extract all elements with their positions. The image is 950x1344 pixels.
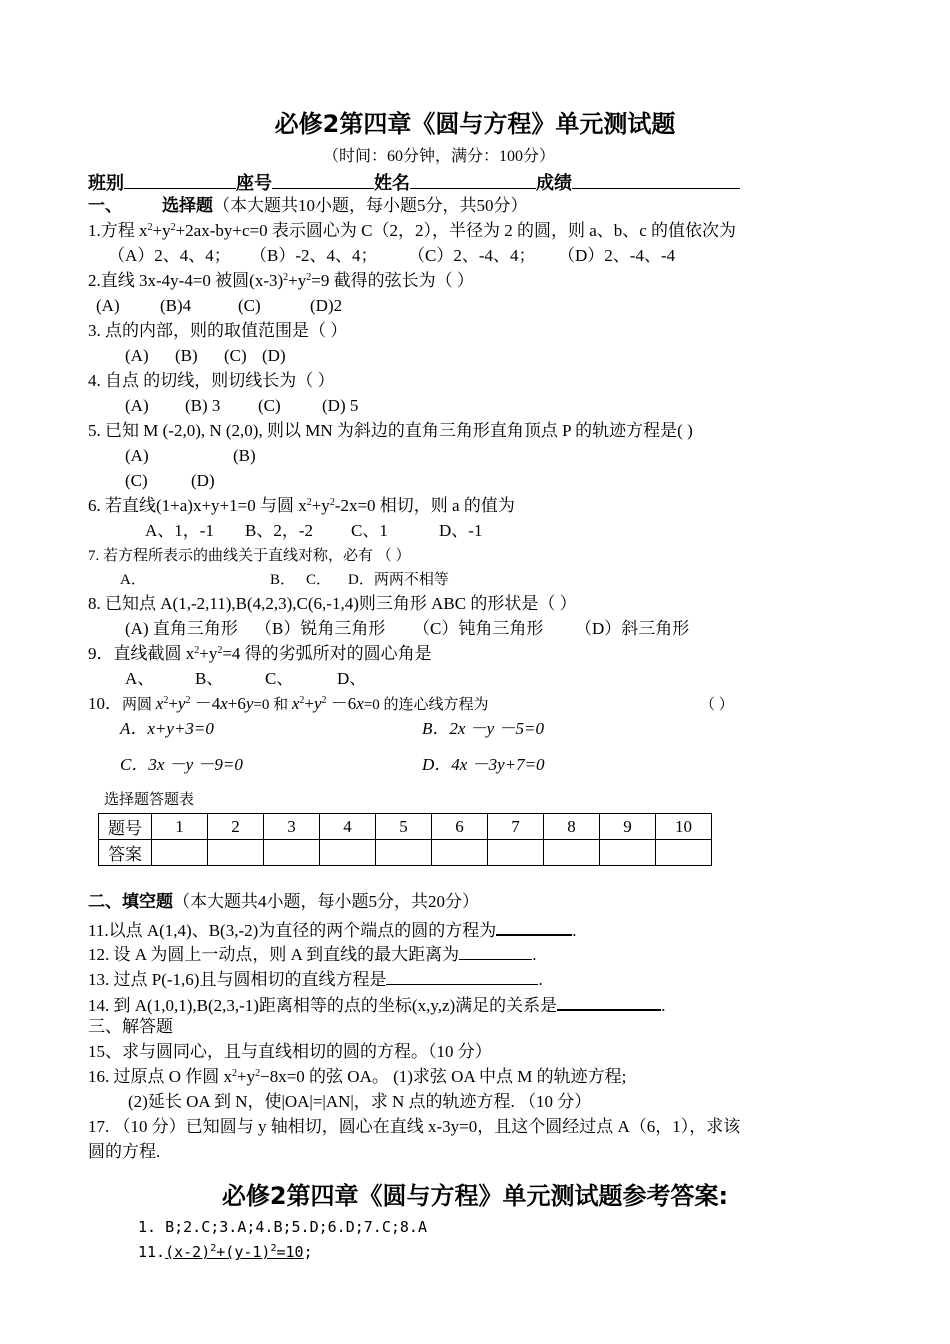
class-label: 班别 [88, 173, 124, 194]
table-header-cell: 3 [264, 814, 320, 840]
answer-cell[interactable] [544, 840, 600, 866]
question-2 [88, 270, 474, 292]
q2-sup-b: 2 [306, 272, 312, 283]
q1-sup-b: 2 [170, 222, 176, 233]
q7-option-d[interactable]: D．两两不相等 [348, 572, 449, 588]
table-header-label: 题号 [99, 814, 152, 840]
question-4: 4. 自点 的切线，则切线长为（ ） [88, 371, 335, 390]
page-title: 必修2第四章《圆与方程》单元测试题 [274, 110, 676, 138]
question-17-line1: 17. （10 分）已知圆与 y 轴相切，圆心在直线 x-3y=0，且这个圆经过点 A（6，1），求该 [88, 1117, 741, 1136]
answer-key-1-8: 1. B;2.C;3.A;4.B;5.D;6.D;7.C;8.A [138, 1218, 427, 1236]
q13-end: . [538, 970, 543, 989]
q6-text-a: 6. 若直线(1+a)x+y+1=0 与圆 x [88, 496, 307, 515]
q9-option-b[interactable]: B、 [195, 669, 224, 688]
answer-cell[interactable] [600, 840, 656, 866]
ans11-end: ; [303, 1243, 313, 1261]
q16-text-c: −8x=0 的弦 OA。 (1)求弦 OA 中点 M 的轨迹方程; [260, 1067, 627, 1086]
q4-option-c[interactable]: (C) [258, 396, 281, 415]
question-16-part1 [88, 1066, 626, 1088]
q11-blank[interactable] [496, 916, 572, 936]
q1-text-a: 1.方程 x [88, 221, 148, 240]
table-header-cell: 2 [208, 814, 264, 840]
section1-desc: （本大题共10小题，每小题5分，共50分） [213, 196, 528, 215]
answer-cell[interactable] [656, 840, 712, 866]
question-10 [88, 693, 489, 716]
q10-option-a[interactable]: A．x+y+3=0 [120, 719, 214, 738]
q9-text-a: 9．直线截圆 x [88, 644, 195, 663]
q12-end: . [532, 945, 537, 964]
q10-sup-d: 2 [321, 695, 327, 706]
q10-sup-b: 2 [185, 695, 191, 706]
q5-option-c[interactable]: (C) [125, 471, 148, 490]
q1-text-b: +y [152, 221, 171, 240]
q16-text-b: +y [237, 1067, 256, 1086]
question-17-line2: 圆的方程. [88, 1142, 161, 1161]
q7-options [120, 569, 449, 591]
ans11-part-b: +(y-1) [216, 1243, 271, 1261]
answer-cell[interactable] [320, 840, 376, 866]
ans11-part-a: (x-2) [165, 1243, 211, 1261]
section1-heading [88, 195, 528, 217]
q10-sup-c: 2 [299, 695, 305, 706]
question-8: 8. 已知点 A(1,-2,11),B(4,2,3),C(6,-1,4)则三角形 ABC 的形状是（ ） [88, 594, 577, 613]
q4-option-a[interactable]: (A) [125, 396, 149, 415]
table-header-cell: 9 [600, 814, 656, 840]
question-3: 3. 点的内部，则的取值范围是（ ） [88, 321, 348, 340]
q9-options [125, 668, 366, 690]
question-15: 15、求与圆同心，且与直线相切的圆的方程。（10 分） [88, 1042, 492, 1061]
question-5: 5. 已知 M (-2,0), N (2,0), 则以 MN 为斜边的直角三角形直角顶点 P 的轨迹方程是( ) [88, 421, 693, 440]
q2-sup-a: 2 [283, 272, 289, 283]
table-header-cell: 10 [656, 814, 712, 840]
q5-option-a[interactable]: (A) [125, 446, 149, 465]
section2-desc: （本大题共4小题，每小题5分，共20分） [173, 892, 479, 911]
q2-options [96, 295, 342, 317]
q16-text-a: 16. 过原点 O 作圆 x [88, 1067, 233, 1086]
q13-blank[interactable] [386, 966, 538, 985]
q10-number: 10． [88, 694, 122, 713]
name-label: 姓名 [374, 173, 410, 194]
q1-option-c[interactable]: （C）2、-4、4； [408, 246, 536, 265]
answer-table-caption: 选择题答题表 [104, 792, 195, 808]
student-info-row [88, 170, 740, 195]
q6-text-c: -2x=0 相切，则 a 的值为 [334, 496, 515, 515]
ans11-sup-a: 2 [210, 1243, 217, 1254]
q10-var-x2: x [220, 694, 228, 713]
section3-heading: 三、解答题 [88, 1017, 173, 1036]
subtitle: （时间：60分钟，满分：100分） [323, 148, 556, 165]
q9-text-c: =4 得的劣弧所对的圆心角是 [222, 644, 432, 663]
q6-options [145, 520, 482, 542]
question-7: 7. 若方程所表示的曲线关于直线对称，必有 （ ） [88, 548, 411, 564]
q2-text-a: 2.直线 3x-4y-4=0 被圆(x-3) [88, 271, 284, 290]
q10-option-d[interactable]: D．4x －3y+7=0 [422, 755, 545, 774]
q10-plus-1: + [168, 694, 178, 713]
q6-option-c[interactable]: C、1 [351, 521, 388, 540]
answer-cell[interactable] [264, 840, 320, 866]
seat-label: 座号 [236, 173, 272, 194]
q13-text: 13. 过点 P(-1,6)且与圆相切的直线方程是 [88, 970, 387, 989]
class-blank[interactable] [124, 170, 236, 189]
question-6 [88, 495, 515, 517]
q10-var-y1: y [177, 694, 186, 713]
q8-option-b[interactable]: （B）锐角三角形 [255, 619, 386, 638]
q9-option-a[interactable]: A、 [125, 669, 155, 688]
q11-end: . [572, 921, 577, 940]
q5-option-d[interactable]: (D) [191, 471, 215, 490]
q9-sup-a: 2 [194, 645, 200, 656]
q1-sup-a: 2 [147, 222, 153, 233]
answer-cell[interactable] [432, 840, 488, 866]
q10-plus-2: +6 [227, 694, 246, 713]
q1-text-c: +2ax-by+c=0 表示圆心为 C（2，2），半径为 2 的圆，则 a、b、c 的值依次为 [175, 221, 737, 240]
answer-cell[interactable] [152, 840, 208, 866]
q3-option-b[interactable]: (B) [175, 346, 198, 365]
section1-name: 选择题 [162, 196, 213, 215]
q14-blank[interactable] [557, 991, 661, 1011]
q8-options [125, 618, 689, 640]
q3-options [125, 345, 286, 367]
q2-option-b[interactable]: (B)4 [160, 296, 192, 315]
q10-option-c[interactable]: C．3x －y －9=0 [120, 755, 243, 774]
q3-option-d[interactable]: (D) [262, 346, 286, 365]
question-13 [88, 966, 543, 991]
seat-blank[interactable] [272, 170, 374, 189]
answer-cell[interactable] [208, 840, 264, 866]
answer-key-title: 必修2第四章《圆与方程》单元测试题参考答案: [221, 1182, 729, 1210]
q8-option-c[interactable]: （C）钝角三角形 [413, 619, 544, 638]
q1-option-a[interactable]: （A）2、4、4； [108, 246, 231, 265]
q10-minus-2: －6 [326, 694, 357, 713]
answer-table-answer-row [99, 840, 712, 866]
q9-text-b: +y [199, 644, 218, 663]
q10-text-end: =0 的连心线方程为 [363, 697, 489, 713]
question-12 [88, 941, 536, 966]
q4-option-d[interactable]: (D) 5 [322, 396, 359, 415]
q10-text-and: =0 和 [253, 697, 292, 713]
table-row-label: 答案 [99, 840, 152, 866]
q11-text: 11.以点 A(1,4)、B(3,-2)为直径的两个端点的圆的方程为 [88, 921, 497, 940]
q10-sup-a: 2 [163, 695, 169, 706]
ans11-part-c: =10 [276, 1243, 304, 1261]
q12-blank[interactable] [459, 941, 532, 960]
q14-text: 14. 到 A(1,0,1),B(2,3,-1)距离相等的点的坐标(x,y,z)满足的关系是 [88, 996, 558, 1015]
q10-text-a: 两圆 [122, 697, 156, 713]
ans11-number: 11. [138, 1243, 166, 1261]
q3-option-c[interactable]: (C) [224, 346, 247, 365]
q6-sup-a: 2 [306, 497, 312, 508]
table-header-cell: 5 [376, 814, 432, 840]
question-14 [88, 991, 665, 1017]
q10-minus-1: －4 [190, 694, 221, 713]
q16-sup-a: 2 [232, 1068, 238, 1079]
q5-options-row2 [125, 470, 215, 492]
q16-sup-b: 2 [255, 1068, 261, 1079]
q3-option-a[interactable]: (A) [125, 346, 149, 365]
q8-option-a[interactable]: (A) 直角三角形 [125, 619, 238, 638]
score-label: 成绩 [536, 173, 572, 194]
q4-options [125, 395, 358, 417]
q10-var-x1: x [155, 694, 164, 713]
q2-text-b: +y [288, 271, 307, 290]
q2-option-c[interactable]: (C) [238, 296, 261, 315]
q10-var-x3: x [291, 694, 300, 713]
q9-sup-b: 2 [217, 645, 223, 656]
answer-table [98, 813, 712, 866]
q1-option-d[interactable]: （D）2、-4、-4 [558, 246, 676, 265]
q2-text-c: =9 截得的弦长为（ ） [311, 271, 474, 290]
q7-option-a[interactable]: A． [120, 572, 146, 588]
ans11-value [165, 1243, 304, 1261]
q10-var-x4: x [356, 694, 364, 713]
answer-key-11 [138, 1241, 313, 1263]
answer-table-header-row [99, 814, 712, 840]
question-16-part2: (2)延长 OA 到 N，使|OA|=|AN|，求 N 点的轨迹方程. （10 分） [128, 1092, 592, 1111]
section2-heading [88, 891, 479, 913]
q6-text-b: +y [311, 496, 330, 515]
q6-option-a[interactable]: A、1，-1 [145, 521, 214, 540]
q6-option-b[interactable]: B、2，-2 [245, 521, 313, 540]
section1-number: 一、 [88, 196, 122, 215]
q6-option-d[interactable]: D、-1 [439, 521, 483, 540]
q10-answer-paren: （ ） [700, 697, 734, 713]
question-1 [88, 220, 736, 242]
table-header-cell: 8 [544, 814, 600, 840]
table-header-cell: 7 [488, 814, 544, 840]
q10-plus-3: + [304, 694, 314, 713]
q9-option-c[interactable]: C、 [265, 669, 294, 688]
name-blank[interactable] [410, 170, 536, 189]
q10-var-y3: y [314, 694, 322, 713]
ans11-sup-b: 2 [270, 1243, 277, 1254]
section2-name: 二、填空题 [88, 892, 173, 911]
q12-text: 12. 设 A 为圆上一动点，则 A 到直线的最大距离为 [88, 945, 460, 964]
q5-options-row1 [125, 445, 256, 467]
q1-options [108, 245, 675, 267]
q10-var-y2: y [245, 694, 254, 713]
q14-end: . [661, 996, 666, 1015]
table-header-cell: 4 [320, 814, 376, 840]
question-9 [88, 643, 432, 665]
q6-sup-b: 2 [329, 497, 335, 508]
answer-cell[interactable] [488, 840, 544, 866]
question-11 [88, 916, 577, 942]
q1-option-b[interactable]: （B）-2、4、4； [250, 246, 378, 265]
score-blank[interactable] [572, 170, 740, 189]
q4-option-b[interactable]: (B) 3 [185, 396, 221, 415]
q2-option-d[interactable]: (D)2 [310, 296, 343, 315]
q7-option-c[interactable]: C． [306, 572, 332, 588]
answer-cell[interactable] [376, 840, 432, 866]
q10-option-b[interactable]: B．2x －y －5=0 [422, 719, 544, 738]
q8-option-d[interactable]: （D）斜三角形 [575, 619, 690, 638]
table-header-cell: 6 [432, 814, 488, 840]
table-header-cell: 1 [152, 814, 208, 840]
q7-option-b[interactable]: B． [270, 572, 296, 588]
q5-option-b[interactable]: (B) [233, 446, 256, 465]
q9-option-d[interactable]: D、 [337, 669, 367, 688]
q2-option-a[interactable]: (A) [96, 296, 120, 315]
